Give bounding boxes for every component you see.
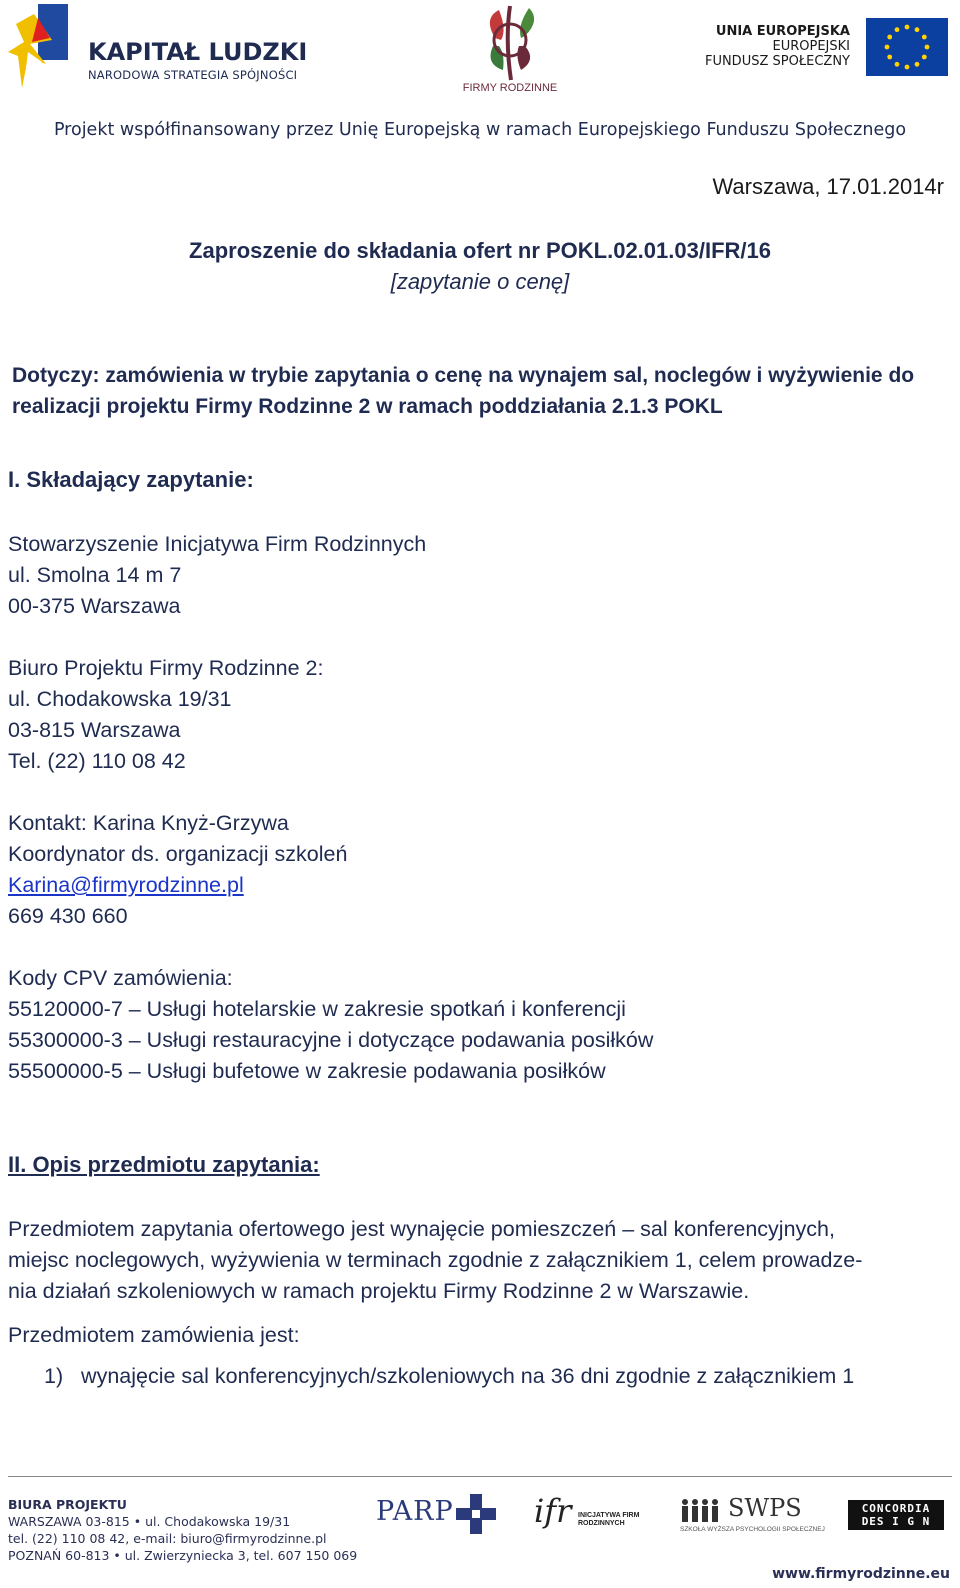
contact-email-link[interactable]: Karina@firmyrodzinne.pl [8, 873, 244, 897]
firmy-rodzinne-caption: FIRMY RODZINNE [462, 82, 558, 94]
order-label: Przedmiotem zamówienia jest: [8, 1323, 300, 1347]
footer-warsaw: WARSZAWA 03-815 • ul. Chodakowska 19/31 [8, 1514, 291, 1529]
parp-cross-icon [456, 1494, 496, 1534]
office-city: 03-815 Warszawa [8, 718, 181, 742]
office-street: ul. Chodakowska 19/31 [8, 687, 232, 711]
eu-line-1: UNIA EUROPEJSKA [715, 24, 850, 39]
org-name: Stowarzyszenie Inicjatywa Firm Rodzinnych [8, 532, 427, 556]
kapital-ludzki-subtitle: NARODOWA STRATEGIA SPÓJNOŚCI [88, 68, 298, 82]
requester-block [8, 529, 653, 1087]
tree-emblem-icon [455, 0, 565, 82]
swps-wordmark: SWPS [728, 1494, 802, 1522]
cpv-item: 55300000-3 – Usługi restauracyjne i dotyczące podawania posiłków [8, 1028, 654, 1052]
office-phone: Tel. (22) 110 08 42 [8, 749, 186, 773]
description-line: nia działań szkoleniowych w ramach projektu Firmy Rodzinne 2 w Warszawie. [8, 1279, 750, 1303]
swps-logo [680, 1494, 830, 1538]
ifr-logo [534, 1492, 654, 1540]
document-date: Warszawa, 17.01.2014r [712, 174, 944, 199]
cpv-item: 55120000-7 – Usługi hotelarskie w zakresie spotkań i konferencji [8, 997, 626, 1021]
eu-line-3: FUNDUSZ SPOŁECZNY [704, 54, 850, 69]
section-2-description [8, 1214, 862, 1307]
section-1-heading: I. Składający zapytanie: [8, 467, 254, 492]
footer-offices [8, 1496, 357, 1564]
eu-flag-icon [866, 18, 948, 76]
cpv-label: Kody CPV zamówienia: [8, 966, 233, 990]
eu-fund-label [705, 24, 850, 69]
contact-role: Koordynator ds. organizacji szkoleń [8, 842, 348, 866]
invitation-title: Zaproszenie do składania ofert nr POKL.02.01.03/IFR/16 [189, 238, 771, 263]
contact-person: Kontakt: Karina Knyż-Grzywa [8, 811, 289, 835]
description-line: Przedmiotem zapytania ofertowego jest wynajęcie pomieszczeń – sal konferencyjnych, [8, 1217, 835, 1241]
parp-wordmark: PARP [376, 1496, 454, 1527]
invitation-subtitle [0, 267, 960, 297]
firmy-rodzinne-logo [455, 0, 565, 100]
org-city: 00-375 Warszawa [8, 594, 181, 618]
concerns-paragraph: Dotyczy: zamówienia w trybie zapytania o cenę na wynajem sal, noclegów i wyżywienie do realizacji projektu Firmy Rodzinne 2 w ramach poddziałania 2.1.3 POKL [12, 364, 915, 418]
office-label: Biuro Projektu Firmy Rodzinne 2: [8, 656, 324, 680]
contact-phone: 669 430 660 [8, 904, 128, 928]
people-group-icon [680, 1496, 726, 1524]
footer-poznan: POZNAŃ 60-813 • ul. Zwierzyniecka 3, tel. 607 150 069 [8, 1548, 358, 1563]
org-street: ul. Smolna 14 m 7 [8, 563, 182, 587]
order-list-item: 1) wynajęcie sal konferencyjnych/szkoleniowych na 36 dni zgodnie z załącznikiem 1 [44, 1364, 855, 1388]
footer-contact: tel. (22) 110 08 42, e-mail: biuro@firmyrodzinne.pl [8, 1531, 327, 1546]
section-2-heading: II. Opis przedmiotu zapytania: [8, 1152, 320, 1177]
footer-website[interactable]: www.firmyrodzinne.eu [772, 1566, 950, 1582]
description-line: miejsc noclegowych, wyżywienia w terminach zgodnie z załącznikiem 1, celem prowadze- [8, 1248, 863, 1272]
footer-divider [8, 1476, 952, 1477]
cpv-item: 55500000-5 – Usługi bufetowe w zakresie podawania posiłków [8, 1059, 606, 1083]
ifr-subtitle: INICJATYWA FIRM RODZINNYCH [578, 1512, 640, 1527]
swps-subtitle: SZKOŁA WYŻSZA PSYCHOLOGII SPOŁECZNEJ [680, 1526, 825, 1533]
concordia-logo: CONCORDIA DES I G N [848, 1500, 944, 1530]
ifr-wordmark: ifr [534, 1492, 572, 1530]
kapital-ludzki-logo [8, 4, 308, 94]
footer-office-heading: BIURA PROJEKTU [8, 1497, 127, 1512]
kapital-ludzki-title: KAPITAŁ LUDZKI [88, 38, 308, 66]
eu-line-2: EUROPEJSKI [772, 39, 850, 54]
invitation-subtitle-text: [zapytanie o cenę] [390, 269, 570, 294]
star-flag-icon [8, 4, 72, 94]
cofinancing-note: Projekt współfinansowany przez Unię Europejską w ramach Europejskiego Funduszu Społecznego [53, 120, 907, 140]
parp-logo [376, 1494, 496, 1538]
